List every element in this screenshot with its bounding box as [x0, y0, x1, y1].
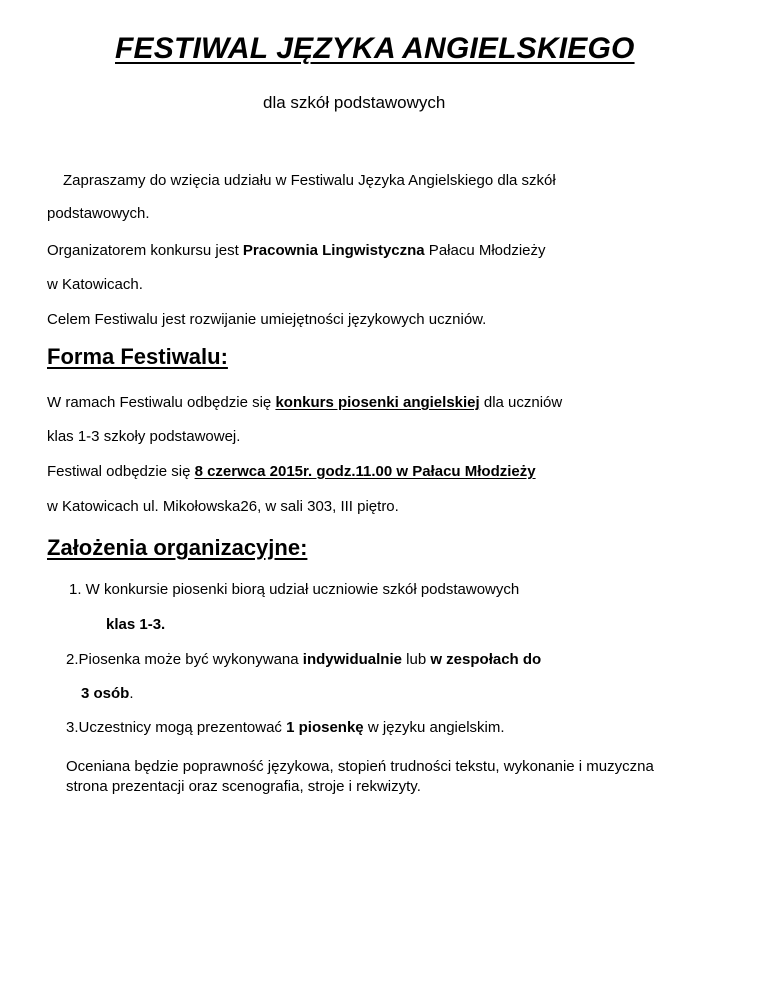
- intro-line-5: Celem Festiwalu jest rozwijanie umiejętności językowych uczniów.: [47, 311, 487, 328]
- forma-line-4: w Katowicach ul. Mikołowska26, w sali 303, III piętro.: [47, 498, 399, 515]
- intro-organizer-name: Pracownia Lingwistyczna: [242, 242, 425, 259]
- evaluation-line-1: Oceniana będzie poprawność językowa, stopień trudności tekstu, wykonanie i muzyczna: [66, 758, 654, 775]
- zalozenia-item-2: 2.Piosenka może być wykonywana indywidualnie lub w zespołach do: [66, 651, 542, 668]
- forma-l1-pre: W ramach Festiwalu odbędzie się: [47, 394, 276, 411]
- forma-l3-pre: Festiwal odbędzie się: [47, 463, 195, 480]
- intro-line-1: Zapraszamy do wzięcia udziału w Festiwalu Języka Angielskiego dla szkół: [63, 172, 556, 189]
- forma-l1-post: dla uczniów: [479, 394, 563, 411]
- document-title: FESTIWAL JĘZYKA ANGIELSKIEGO: [115, 32, 635, 65]
- intro-organizer-pre: Organizatorem konkursu jest: [47, 242, 243, 259]
- zalozenia-item-1: 1. W konkursie piosenki biorą udział uczniowie szkół podstawowych: [69, 581, 520, 598]
- evaluation-line-2: strona prezentacji oraz scenografia, stroje i rekwizyty.: [66, 778, 421, 795]
- intro-line-4: w Katowicach.: [47, 276, 143, 293]
- forma-line-1: [47, 394, 562, 411]
- intro-line-3: [47, 242, 546, 259]
- intro-line-2: podstawowych.: [47, 205, 150, 222]
- zalozenia-item-3: 3.Uczestnicy mogą prezentować 1 piosenkę w języku angielskim.: [66, 719, 505, 736]
- forma-line-3: [47, 463, 536, 480]
- forma-date-place: 8 czerwca 2015r. godz.11.00 w Pałacu Młodzieży: [194, 463, 536, 480]
- zalozenia-item-1-cont: klas 1-3.: [106, 616, 166, 633]
- forma-line-2: klas 1-3 szkoły podstawowej.: [47, 428, 241, 445]
- forma-heading: Forma Festiwalu:: [47, 344, 228, 369]
- forma-contest-name: konkurs piosenki angielskiej: [275, 394, 480, 411]
- intro-organizer-post: Pałacu Młodzieży: [424, 242, 546, 259]
- zalozenia-heading: Założenia organizacyjne:: [47, 535, 308, 560]
- document-subtitle: dla szkół podstawowych: [263, 93, 446, 112]
- zalozenia-item-2-cont: 3 osób.: [81, 685, 134, 702]
